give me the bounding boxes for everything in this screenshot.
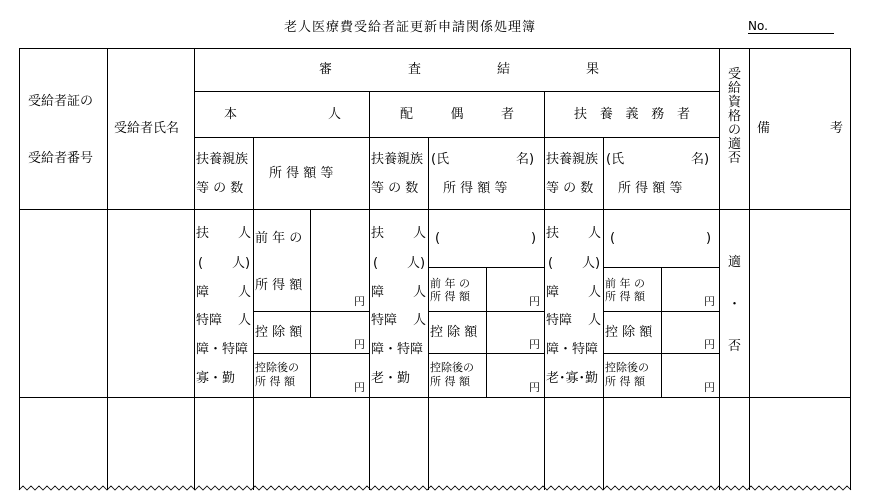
- spouse-fu-unit: 人: [413, 226, 427, 241]
- supporter-name-open-label: (氏: [606, 152, 625, 167]
- spouse-deduction-yen: 円: [529, 338, 540, 351]
- supporter-char-5: 者: [676, 107, 690, 122]
- spouse-paren-close: 人): [407, 256, 426, 271]
- self-char-2: 人: [327, 107, 341, 122]
- spouse-sho-tokusho-label: 障・特障: [371, 342, 424, 357]
- supporter-deduction-label: 控 除 額: [605, 325, 653, 340]
- supporter-char-2: 養: [599, 107, 613, 122]
- self-after-deduction-yen: 円: [354, 381, 365, 394]
- review-char-3: 結: [496, 62, 510, 77]
- supporter-dependents-label: 扶養親族: [546, 152, 599, 167]
- spouse-deduction-label: 控 除 額: [430, 325, 478, 340]
- recipient-number-header-1: 受給者証の: [28, 94, 94, 109]
- eligibility-separator: ・: [728, 297, 742, 312]
- review-char-2: 査: [407, 62, 421, 77]
- spouse-header: [400, 107, 514, 122]
- supporter-after-deduction-yen: 円: [704, 381, 715, 394]
- supporter-char-1: 扶: [574, 107, 588, 122]
- remarks-char-2: 考: [829, 121, 843, 136]
- self-deduction-label: 控 除 額: [255, 325, 303, 340]
- review-result-header: [319, 62, 599, 77]
- self-dependents-label: 扶養親族: [196, 152, 249, 167]
- supporter-tokusho-unit: 人: [588, 313, 602, 328]
- supporter-char-3: 義: [625, 107, 639, 122]
- supporter-paren-close: 人): [582, 256, 601, 271]
- supporter-dependents-count-label: 等 の 数: [546, 181, 594, 196]
- self-income-yen: 円: [354, 295, 365, 308]
- self-paren-open: (: [198, 256, 204, 271]
- spouse-paren-open: (: [373, 256, 379, 271]
- eligible-label: 適: [728, 255, 742, 270]
- supporter-tokusho-label: 特障: [546, 313, 573, 328]
- review-char-1: 審: [319, 62, 333, 77]
- self-char-1: 本: [224, 107, 238, 122]
- supporter-paren-open: (: [548, 256, 554, 271]
- self-deduction-yen: 円: [354, 338, 365, 351]
- self-header: [224, 107, 341, 122]
- supporter-header: [574, 107, 690, 122]
- remarks-header: [757, 121, 843, 136]
- torn-edge: [19, 486, 851, 490]
- review-char-4: 果: [585, 62, 599, 77]
- spouse-after-deduction-yen: 円: [529, 381, 540, 394]
- supporter-sho-unit: 人: [588, 285, 602, 300]
- spouse-name-paren-close: ): [531, 231, 537, 246]
- supporter-sho-label: 障: [546, 285, 560, 300]
- self-fu-unit: 人: [238, 226, 252, 241]
- spouse-char-2: 偶: [450, 107, 464, 122]
- form-title: 老人医療費受給者証更新申請関係処理簿: [284, 20, 537, 35]
- supporter-income-yen: 円: [704, 295, 715, 308]
- self-income-label: 所 得 額 等: [269, 166, 334, 181]
- supporter-fu-label: 扶: [546, 226, 560, 241]
- self-tokusho-unit: 人: [238, 313, 252, 328]
- spouse-tokusho-label: 特障: [371, 313, 398, 328]
- spouse-tokusho-unit: 人: [413, 313, 427, 328]
- spouse-name-paren-open: (: [435, 231, 441, 246]
- ineligible-label: 否: [728, 339, 742, 354]
- spouse-sho-unit: 人: [413, 285, 427, 300]
- spouse-fu-label: 扶: [371, 226, 385, 241]
- recipient-number-header-2: 受給者番号: [28, 151, 94, 166]
- no-label: No.: [748, 19, 768, 33]
- supporter-name-paren-open: (: [610, 231, 616, 246]
- self-sho-tokusho-label: 障・特障: [196, 342, 249, 357]
- spouse-dependents-label: 扶養親族: [371, 152, 424, 167]
- self-ka-kin-label: 寡・勤: [196, 371, 236, 386]
- spouse-income-label: 所 得 額 等: [443, 181, 508, 196]
- self-sho-unit: 人: [238, 285, 252, 300]
- self-after-deduction-label: 控除後の: [255, 361, 299, 374]
- spouse-ro-kin-label: 老・勤: [371, 371, 411, 386]
- eligibility-header: 受給資格の適否: [727, 67, 741, 166]
- self-income-amount-label: 所 得 額: [255, 278, 303, 293]
- spouse-name-open-label: (氏: [431, 152, 450, 167]
- self-fu-label: 扶: [196, 226, 210, 241]
- self-paren-close: 人): [232, 256, 251, 271]
- remarks-char-1: 備: [757, 121, 771, 136]
- self-sho-label: 障: [196, 285, 210, 300]
- self-dependents-count-label: 等 の 数: [196, 181, 244, 196]
- spouse-sho-label: 障: [371, 285, 385, 300]
- self-prev-year-label: 前 年 の: [255, 231, 303, 246]
- spouse-name-close-label: 名): [516, 152, 535, 167]
- supporter-prev-year-label: 前 年 の: [605, 277, 645, 290]
- supporter-after-deduction-income-label: 所 得 額: [605, 375, 645, 388]
- supporter-after-deduction-label: 控除後の: [605, 361, 649, 374]
- spouse-dependents-count-label: 等 の 数: [371, 181, 419, 196]
- supporter-prev-income-label: 所 得 額: [605, 290, 645, 303]
- spouse-after-deduction-income-label: 所 得 額: [430, 375, 470, 388]
- spouse-prev-income-label: 所 得 額: [430, 290, 470, 303]
- supporter-ro-ka-kin-label: 老･寡･勤: [546, 371, 599, 386]
- self-after-deduction-income-label: 所 得 額: [255, 375, 295, 388]
- supporter-deduction-yen: 円: [704, 338, 715, 351]
- supporter-fu-unit: 人: [588, 226, 602, 241]
- spouse-char-1: 配: [400, 107, 414, 122]
- supporter-name-paren-close: ): [706, 231, 712, 246]
- supporter-sho-tokusho-label: 障・特障: [546, 342, 599, 357]
- supporter-char-4: 務: [651, 107, 665, 122]
- spouse-after-deduction-label: 控除後の: [430, 361, 474, 374]
- supporter-income-label: 所 得 額 等: [618, 181, 683, 196]
- self-tokusho-label: 特障: [196, 313, 223, 328]
- spouse-income-yen: 円: [529, 295, 540, 308]
- recipient-name-header: 受給者氏名: [114, 121, 180, 136]
- spouse-char-3: 者: [500, 107, 514, 122]
- spouse-prev-year-label: 前 年 の: [430, 277, 470, 290]
- supporter-name-close-label: 名): [691, 152, 710, 167]
